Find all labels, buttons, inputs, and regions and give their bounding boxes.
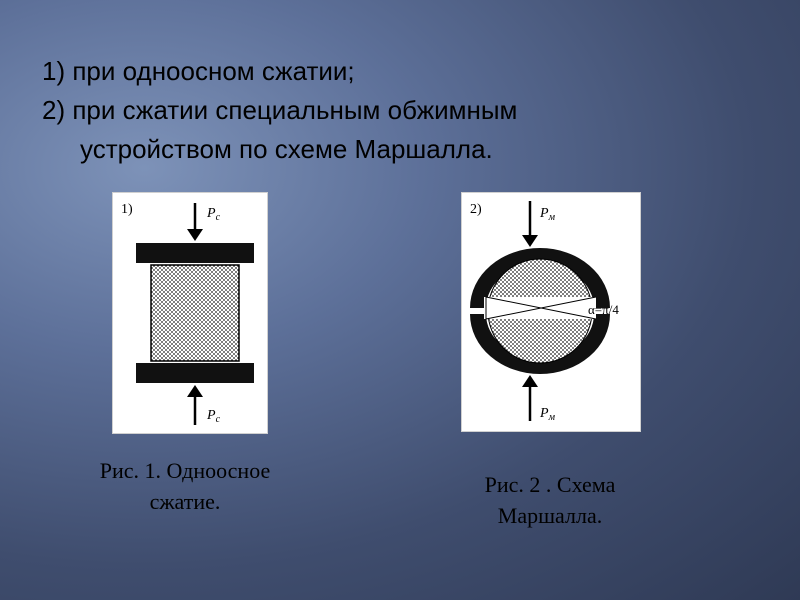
angle-label: α=π/4 (588, 302, 619, 317)
marshall-diagram (462, 193, 640, 431)
caption-figure-2-line-2: Маршалла. (497, 503, 603, 528)
item-marshall: 2) при сжатии специальным обжимным (42, 95, 518, 125)
caption-figure-2 (444, 469, 656, 531)
top-force-label: $P_c$ (207, 206, 221, 223)
bottom-force-label: $P_c$ (207, 408, 221, 425)
top-arrow-head (187, 229, 203, 241)
specimen (151, 265, 239, 361)
caption-figure-1-line-1: Рис. 1. Одноосное (99, 458, 271, 483)
uniaxial-diagram (113, 193, 267, 433)
caption-figure-1 (60, 455, 310, 517)
top-arrow-head (522, 235, 538, 247)
slide-text (42, 52, 772, 169)
bottom-plate (136, 363, 254, 383)
figure-marshall-scheme (461, 192, 641, 432)
figure1-label: 1) (121, 202, 133, 217)
bottom-force-label: $P_м$ (540, 406, 555, 423)
item-marshall-continued: устройством по схеме Маршалла. (80, 134, 493, 164)
figure-uniaxial-compression (112, 192, 268, 434)
top-force-label: $P_м$ (540, 206, 555, 223)
caption-figure-2-line-1: Рис. 2 . Схема (484, 472, 616, 497)
caption-figure-1-line-2: сжатие. (149, 489, 221, 514)
top-plate (136, 243, 254, 263)
item-uniaxial: 1) при одноосном сжатии; (42, 56, 355, 86)
figure2-label: 2) (470, 202, 482, 217)
